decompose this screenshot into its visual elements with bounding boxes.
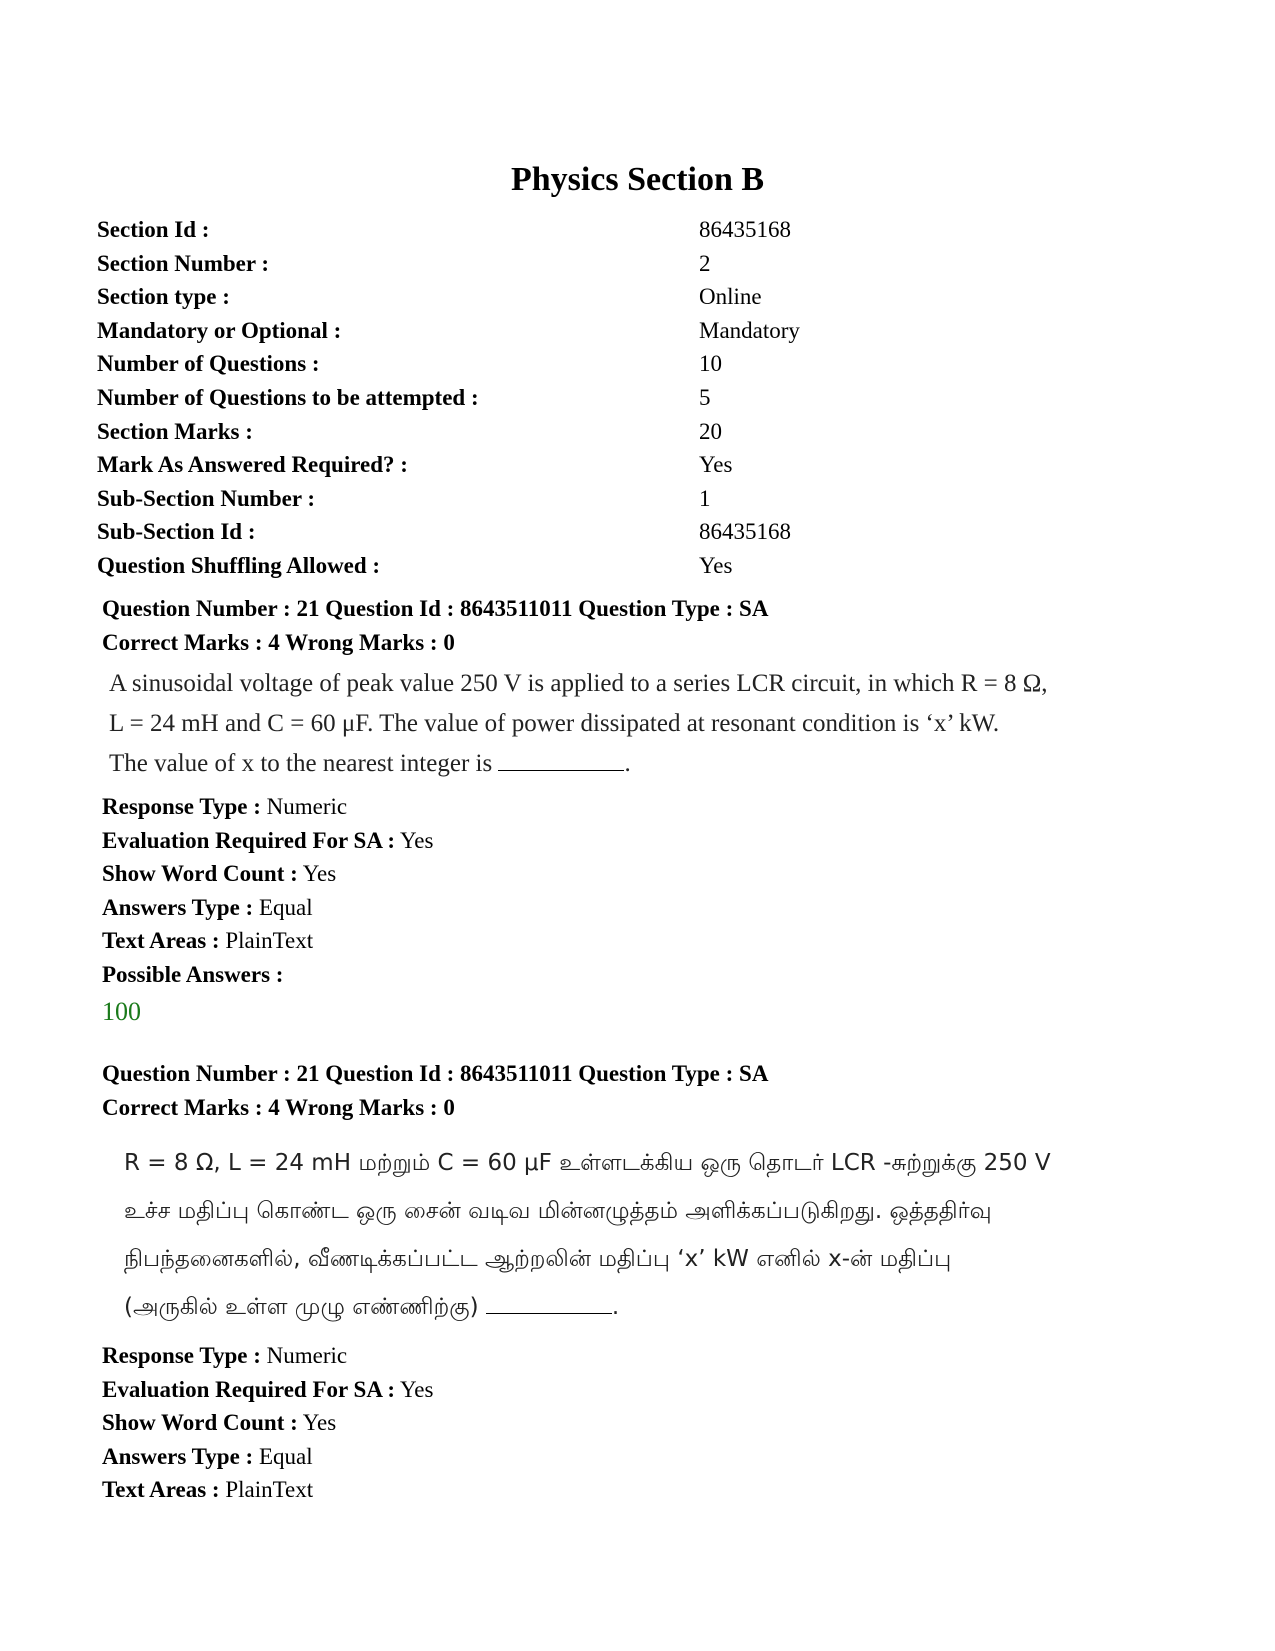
prop-word-count bbox=[102, 1406, 1192, 1440]
question-text bbox=[124, 1139, 1194, 1331]
meta-label: Mark As Answered Required? : bbox=[97, 452, 408, 478]
meta-label: Question Shuffling Allowed : bbox=[97, 552, 381, 578]
meta-label: Sub-Section Id : bbox=[97, 519, 256, 545]
question-text-line: L = 24 mH and C = 60 μF. The value of power dissipated at resonant condition is ‘x’ kW. bbox=[109, 710, 1000, 737]
meta-label: Section Id : bbox=[97, 217, 210, 242]
prop-answers-type bbox=[102, 891, 1192, 925]
prop-text-areas bbox=[102, 1473, 1192, 1507]
page-title: Physics Section B bbox=[510, 161, 765, 198]
meta-label: Section type : bbox=[97, 284, 230, 310]
question-marks: Correct Marks : 4 Wrong Marks : 0 bbox=[102, 630, 455, 655]
prop-label: Evaluation Required For SA : bbox=[102, 1376, 396, 1402]
meta-value: 2 bbox=[699, 250, 711, 276]
prop-label: Answers Type : bbox=[102, 1443, 254, 1469]
prop-label: Evaluation Required For SA : bbox=[102, 827, 396, 853]
prop-value: Yes bbox=[400, 827, 434, 853]
meta-value: Online bbox=[699, 284, 762, 310]
answer-blank bbox=[486, 1313, 612, 1314]
meta-value: Mandatory bbox=[699, 317, 800, 343]
meta-value: 5 bbox=[699, 384, 711, 410]
meta-label: Sub-Section Number : bbox=[97, 485, 316, 511]
prop-label: Answers Type : bbox=[102, 894, 254, 920]
meta-value: Yes bbox=[699, 552, 733, 578]
prop-value: PlainText bbox=[225, 928, 314, 954]
prop-value: PlainText bbox=[225, 1477, 314, 1503]
question-text-line: A sinusoidal voltage of peak value 250 V is applied to a series LCR circuit, in which R = 8 Ω, bbox=[109, 670, 1048, 697]
question-properties bbox=[102, 1339, 1192, 1507]
question-text-line: (அருகில் உள்ள முழு எண்ணிற்கு) . bbox=[124, 1294, 620, 1320]
prop-label: Show Word Count : bbox=[102, 861, 298, 887]
question-properties bbox=[102, 790, 1192, 1030]
meta-value: 86435168 bbox=[699, 217, 791, 242]
meta-label: Number of Questions : bbox=[97, 351, 320, 377]
question-text-line: நிபந்தனைகளில், வீணடிக்கப்பட்ட ஆற்றலின் மதிப்பு ‘x’ kW எனில் x-ன் மதிப்பு bbox=[124, 1246, 952, 1272]
meta-label: Section Marks : bbox=[97, 418, 253, 444]
question-text bbox=[109, 664, 1189, 784]
prop-value: Numeric bbox=[266, 1343, 348, 1368]
question-text-line-content: (அருகில் உள்ள முழு எண்ணிற்கு) bbox=[124, 1294, 479, 1320]
answer-blank bbox=[498, 770, 624, 771]
question-text-line: R = 8 Ω, L = 24 mH மற்றும் C = 60 μF உள்ளடக்கிய ஒரு தொடர் LCR -சுற்றுக்கு 250 V bbox=[124, 1150, 1051, 1176]
prop-value: Numeric bbox=[266, 794, 348, 819]
prop-label: Text Areas : bbox=[102, 928, 220, 954]
prop-evaluation bbox=[102, 824, 1192, 858]
meta-value: 1 bbox=[699, 485, 711, 511]
prop-value: Equal bbox=[258, 894, 313, 920]
meta-label: Section Number : bbox=[97, 250, 270, 276]
prop-text-areas bbox=[102, 924, 1192, 958]
prop-evaluation bbox=[102, 1373, 1192, 1407]
prop-value: Yes bbox=[302, 861, 337, 887]
meta-value: 10 bbox=[699, 351, 722, 377]
prop-word-count bbox=[102, 857, 1192, 891]
prop-response-type bbox=[102, 1339, 1192, 1373]
prop-answers-type bbox=[102, 1440, 1192, 1474]
prop-possible-answers bbox=[102, 958, 1192, 992]
question-header: Question Number : 21 Question Id : 8643511011 Question Type : SA bbox=[102, 596, 769, 621]
meta-label: Number of Questions to be attempted : bbox=[97, 384, 479, 410]
prop-value: Equal bbox=[258, 1443, 313, 1469]
meta-label: Mandatory or Optional : bbox=[97, 317, 342, 343]
prop-label: Possible Answers : bbox=[102, 961, 284, 987]
question-marks: Correct Marks : 4 Wrong Marks : 0 bbox=[102, 1095, 455, 1120]
question-text-line: உச்ச மதிப்பு கொண்ட ஒரு சைன் வடிவ மின்னழுத்தம் அளிக்கப்படுகிறது. ஒத்ததிர்வு bbox=[124, 1198, 992, 1224]
question-header: Question Number : 21 Question Id : 8643511011 Question Type : SA bbox=[102, 1061, 769, 1086]
prop-label: Response Type : bbox=[102, 1343, 261, 1368]
prop-value: Yes bbox=[302, 1410, 337, 1436]
prop-value: Yes bbox=[400, 1376, 434, 1402]
prop-response-type bbox=[102, 790, 1192, 824]
meta-value: 20 bbox=[699, 418, 722, 444]
prop-label: Show Word Count : bbox=[102, 1410, 298, 1436]
question-text-line-content: The value of x to the nearest integer is bbox=[109, 750, 493, 777]
question-block-english bbox=[102, 592, 1192, 1030]
question-block-tamil bbox=[102, 1057, 1192, 1507]
question-text-line: The value of x to the nearest integer is . bbox=[109, 750, 631, 777]
possible-answer-value: 100 bbox=[102, 996, 141, 1026]
meta-value: Yes bbox=[699, 452, 733, 478]
meta-value: 86435168 bbox=[699, 519, 791, 545]
prop-label: Response Type : bbox=[102, 794, 261, 819]
prop-label: Text Areas : bbox=[102, 1477, 220, 1503]
